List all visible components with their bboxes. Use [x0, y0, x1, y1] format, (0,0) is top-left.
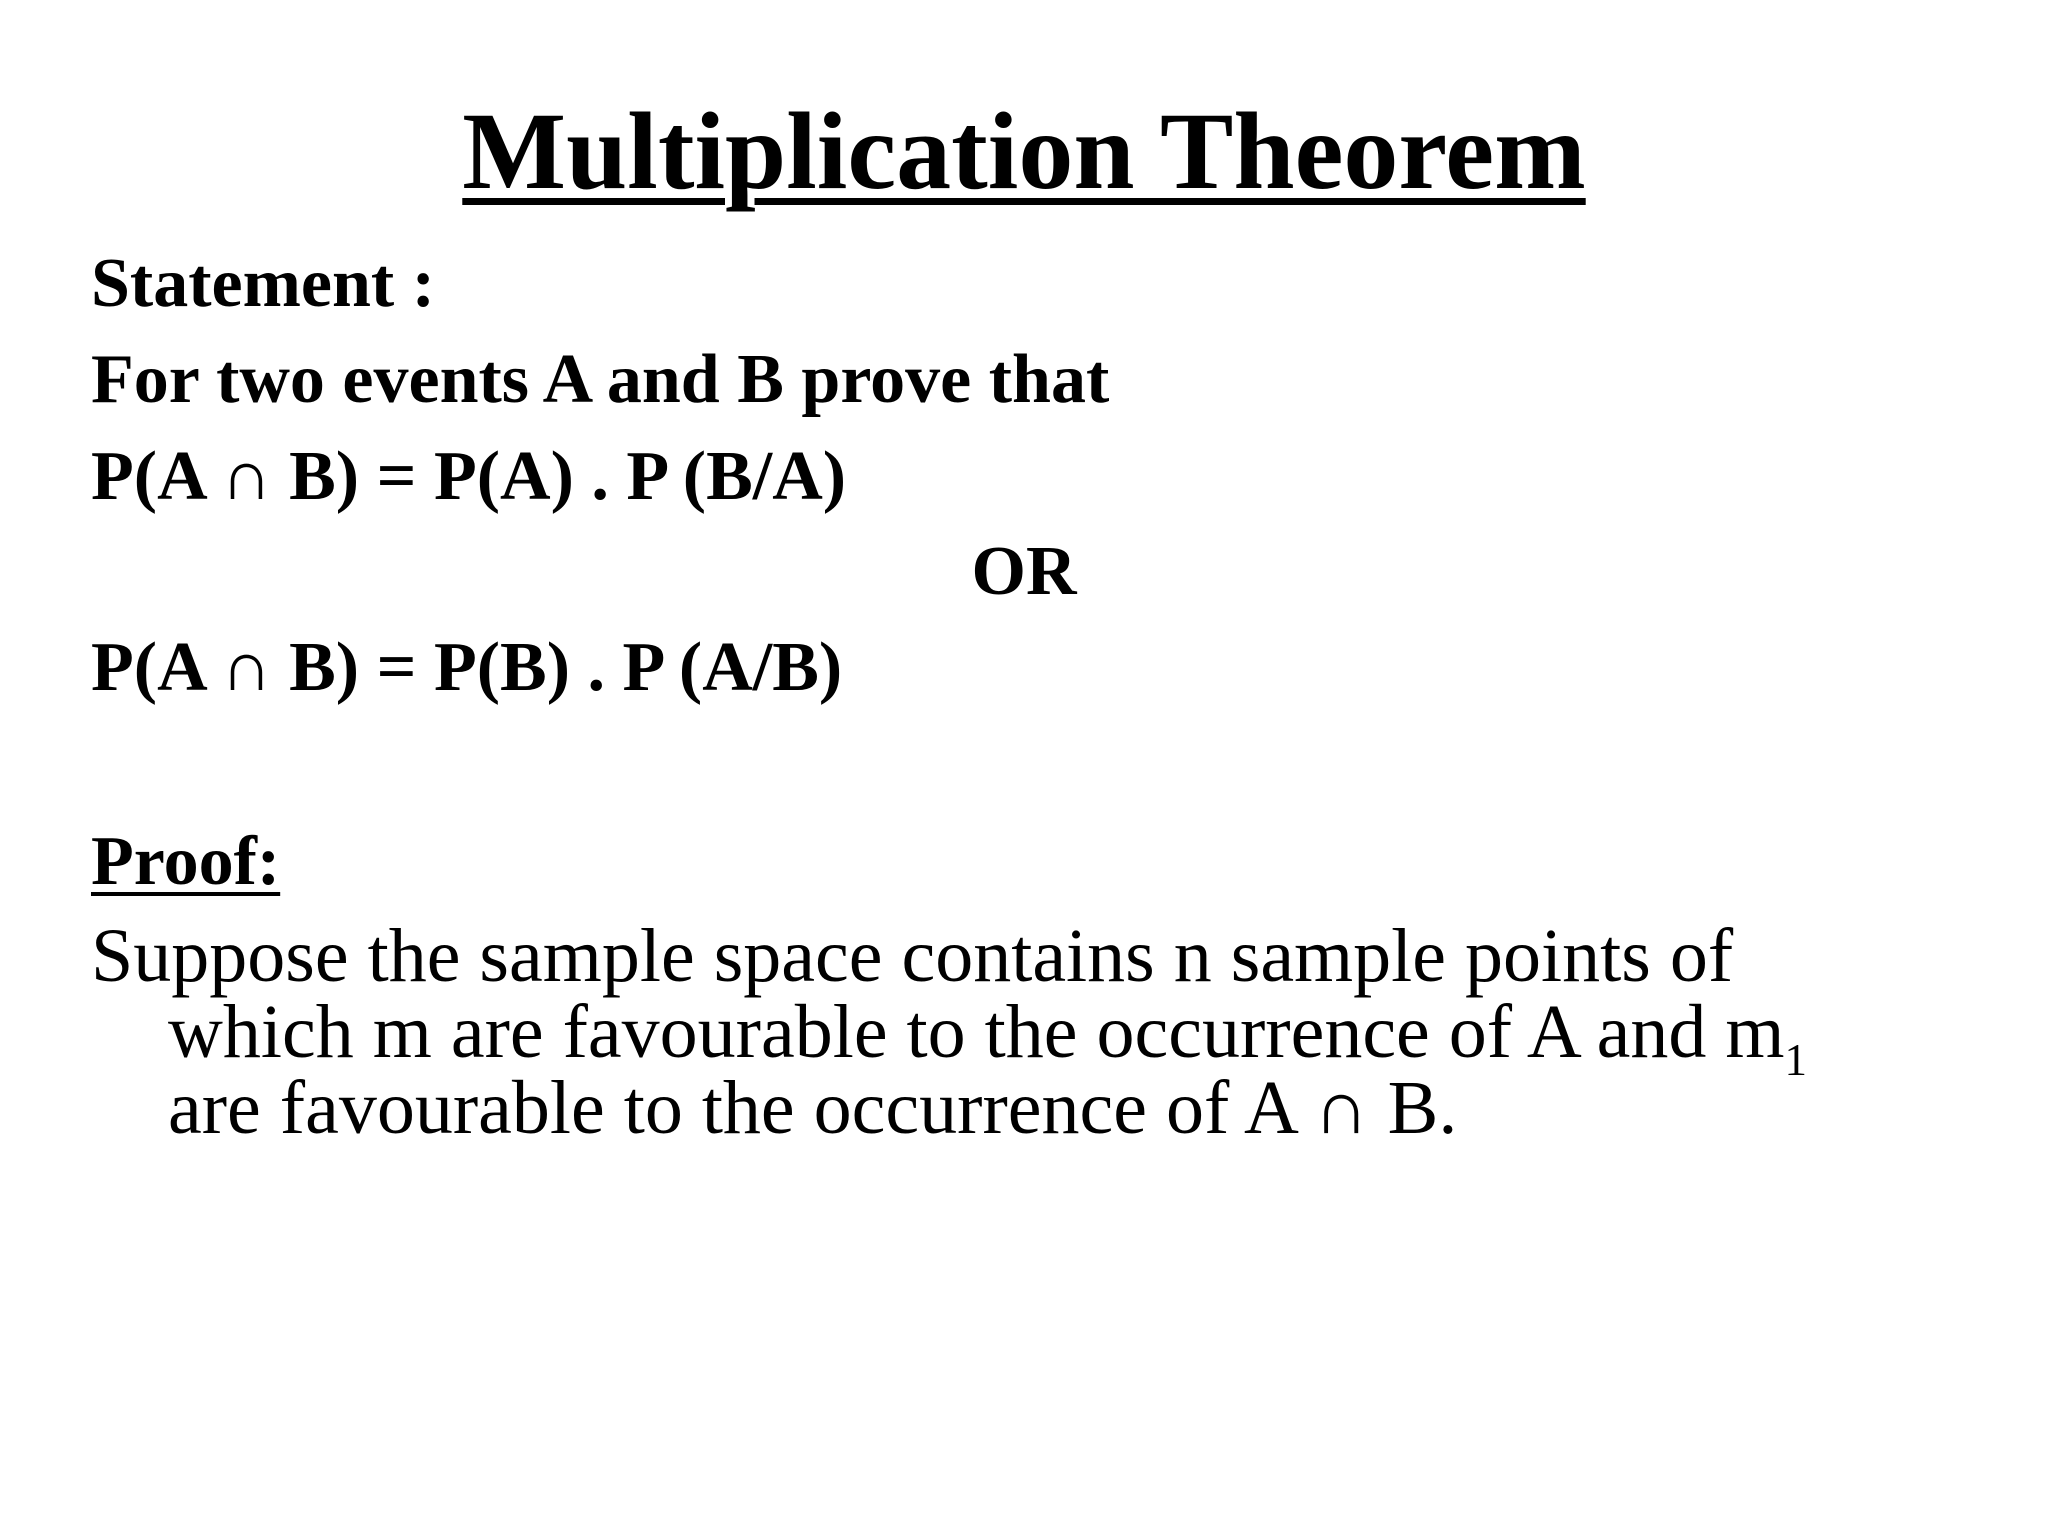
proof-line-1: Suppose the sample space contains n sample points of	[91, 914, 1734, 998]
proof-line-2	[91, 990, 1991, 1085]
proof-line-3: are favourable to the occurrence of A ∩ B.	[168, 1066, 1458, 1150]
or-separator: OR	[971, 533, 1077, 610]
formula-two: P(A ∩ B) = P(B) . P (A/B)	[91, 629, 843, 706]
slide-title: Multiplication Theorem	[462, 90, 1586, 212]
proof-paragraph	[91, 914, 1991, 1150]
proof-heading: Proof:	[91, 823, 281, 900]
statement-intro: For two events A and B prove that	[91, 341, 1110, 418]
statement-heading: Statement :	[91, 245, 436, 322]
formula-one: P(A ∩ B) = P(A) . P (B/A)	[91, 438, 847, 515]
subscript-one: 1	[1784, 1035, 1807, 1085]
proof-line-2-text: which m are favourable to the occurrence of A and m	[168, 990, 1785, 1074]
